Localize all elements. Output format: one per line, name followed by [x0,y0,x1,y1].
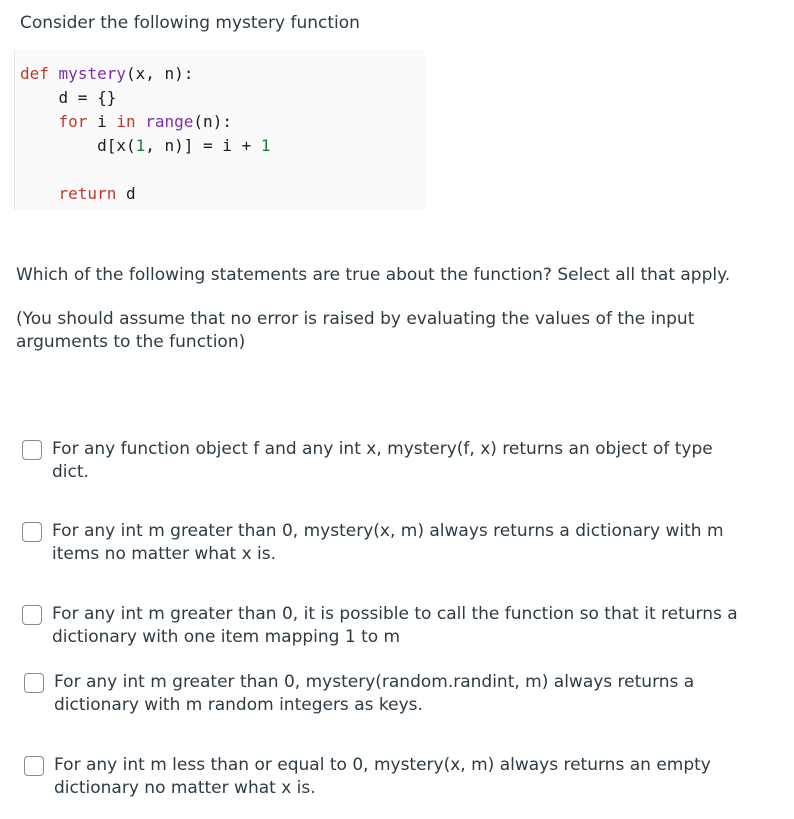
option-label: For any int m greater than 0, mystery(x, m) always returns a dictionary with m items no matter what x is. [52,521,724,564]
code-line-2: d = {} [20,88,117,107]
code-line-6: return d [58,184,136,203]
answer-option-1[interactable] [22,438,762,484]
question-intro: Consider the following mystery function [20,13,360,33]
checkbox[interactable] [24,673,44,693]
option-label: For any int m greater than 0, mystery(random.randint, m) always returns a dictionary with m random integers as keys. [54,672,695,715]
code-line-4: d[x(1, n)] = i + 1 [20,136,271,155]
code-listing [20,62,270,206]
question-note: (You should assume that no error is raised by evaluating the values of the input arguments to the function) [16,309,695,352]
question-text: Which of the following statements are true about the function? Select all that apply. [16,265,731,285]
answer-option-5[interactable] [24,754,764,800]
code-line-1: def mystery(x, n): [20,64,194,83]
answer-option-4[interactable] [24,671,764,717]
checkbox[interactable] [24,756,44,776]
option-label: For any int m less than or equal to 0, mystery(x, m) always returns an empty dictionary no matter what x is. [54,755,711,798]
code-line-3: for i in range(n): [58,112,232,131]
option-label: For any int m greater than 0, it is possible to call the function so that it returns a dictionary with one item mapping 1 to m [52,604,738,647]
checkbox[interactable] [22,522,42,542]
answer-option-2[interactable] [22,520,762,566]
answer-option-3[interactable] [22,603,762,649]
checkbox[interactable] [22,440,42,460]
checkbox[interactable] [22,605,42,625]
option-label: For any function object f and any int x, mystery(f, x) returns an object of type dict. [52,439,713,482]
